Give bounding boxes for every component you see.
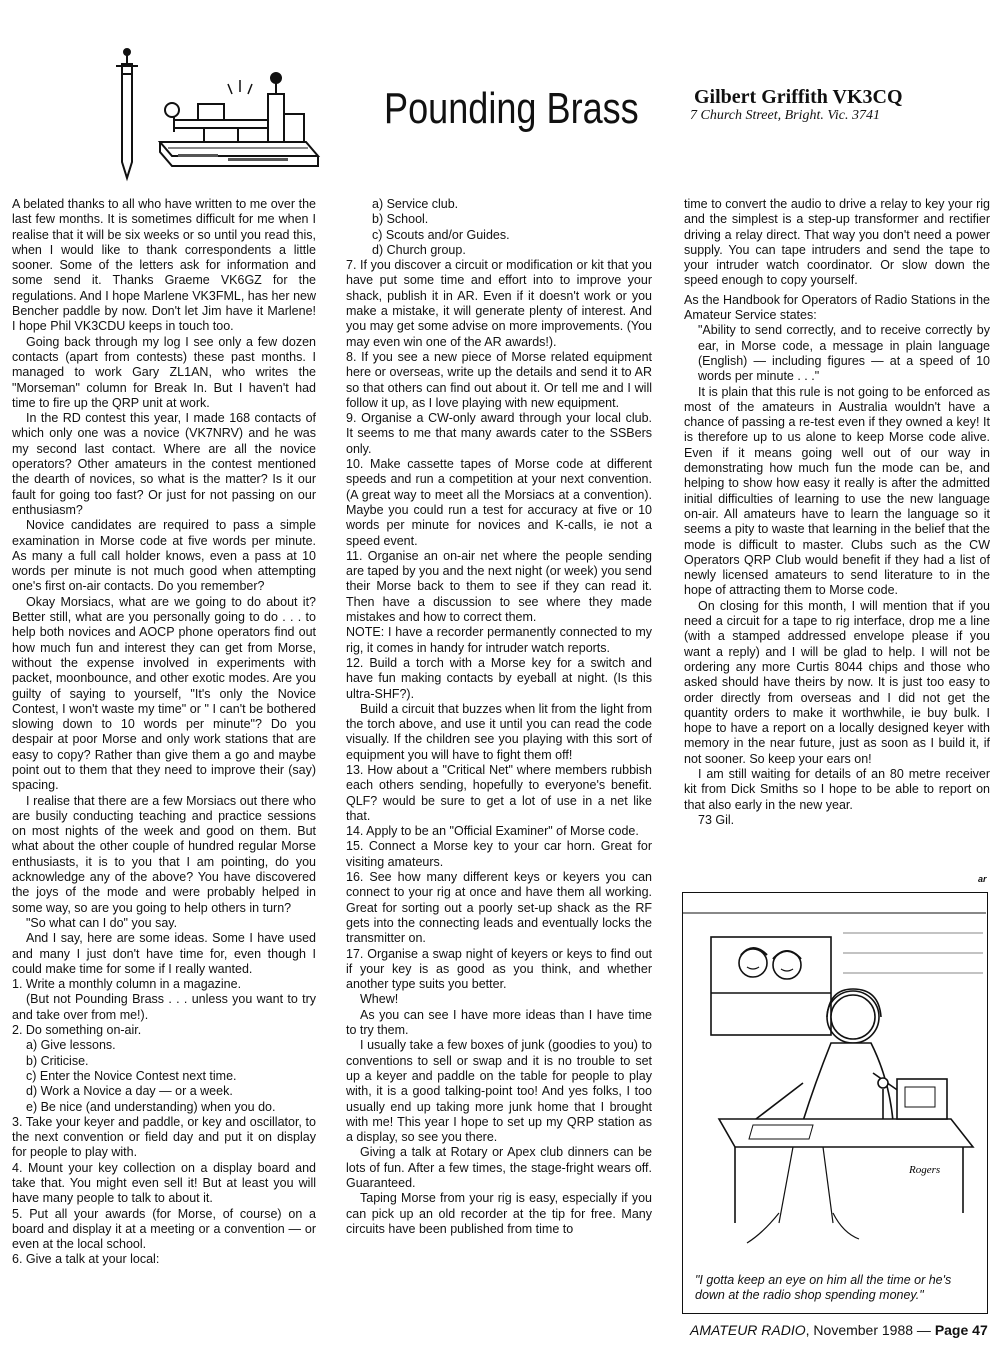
list-item: 8. If you see a new piece of Morse related equipment here or overseas, write up the details and send it to AR so that others can find out about it. Or tell me and I will follow it up, as I love playing with new equipment. <box>346 349 652 410</box>
list-item: (But not Pounding Brass . . . unless you want to try and take over from me!). <box>12 992 316 1022</box>
list-item: c) Scouts and/or Guides. <box>372 227 510 242</box>
paragraph: Going back through my log I see only a few dozen contacts (apart from contests) these past months. I managed to work Gary ZL1AN, who writes the "Morseman" column for Break In. But I haven't had time to fire up the QRP unit at work. <box>12 334 316 410</box>
page-footer <box>690 1322 988 1338</box>
paragraph: A belated thanks to all who have written to me over the last few months. It is sometimes difficult for me when I realise that it will be six weeks or so until you read this, when I would like to thank correspondents a little sooner. Some of the letters ask for information and some send it. Thanks Graeme VK6GZ for the regulations. And I hope Marlene VK3FML, has her new Bencher paddle by now. Don't let Jim have it Marlene! I hope Phil VK3CDU keeps in touch too. <box>12 197 316 334</box>
artist-signature: Rogers <box>909 1164 941 1176</box>
paragraph: Okay Morsiacs, what are we going to do about it? Better still, what are you personally going to do . . . to help both novices and AOCP phone operators find out how much fun and interest they can get from Morse, without the expense involved in experiments with packet, moonbounce, and other exotic modes. Are you guilty of saying to yourself, "It's only the Novice Contest, I won't waste my time" or " I can't be bothered slowing down to 10 words per minute"? Do you despair at poor Morse and only work stations that are easy to copy? Rather than give them a go and maybe point out to them that they need to improve their (say) spacing. <box>12 594 316 793</box>
column-1 <box>12 197 316 1268</box>
list-item: e) Be nice (and understanding) when you do. <box>26 1099 276 1114</box>
list-item: 11. Organise an on-air net where the people sending are taped by you and the next night (or week) you send their Morse back to them to see if they can read it. Then have a discussion to see where they made mistakes and how to correct them. <box>346 548 652 625</box>
paragraph: As you can see I have more ideas than I have time to try them. <box>346 1007 652 1038</box>
paragraph: Whew! <box>360 992 399 1007</box>
list-item: 12. Build a torch with a Morse key for a switch and have fun making contacts by eyeball at night. (Is this ultra-SHF?). <box>346 655 652 701</box>
sign-off: 73 Gil. <box>698 812 735 827</box>
list-item: 7. If you discover a circuit or modification or kit that you have put some time and effort into to improve your shack, publish it in AR. Even if it doesn't work or you make a mistake, it will generate plenty of interest. And you may get some advise on more improvements. (You may even win one of the AR awards!). <box>346 258 652 349</box>
paragraph: "So what can I do" you say. <box>26 915 178 930</box>
list-item: c) Enter the Novice Contest next time. <box>26 1068 237 1083</box>
list-item: 9. Organise a CW-only award through your local club. It seems to me that many awards cater to the SSBers only. <box>346 411 652 456</box>
paragraph: time to convert the audio to drive a relay to key your rig and the simplest is a step-up transformer and rectifier driving a relay direct. That way you don't need a power supply. You can tape intruders and send the tape to your intruder watch coordinator. Or slow down the speed enough to copy yourself. <box>684 197 990 288</box>
telegraph-key-logo <box>108 44 323 194</box>
list-item: b) School. <box>372 212 429 227</box>
paragraph: Giving a talk at Rotary or Apex club dinners can be lots of fun. After a few times, the stage-fright wears off. Guaranteed. <box>346 1145 652 1190</box>
column-2 <box>346 197 652 1237</box>
paragraph: And I say, here are some ideas. Some I have used and many I just don't have time for, even though I could make time for some if I really wanted. <box>12 931 316 976</box>
list-item: b) Criticise. <box>26 1053 89 1068</box>
end-mark: ar <box>978 874 987 884</box>
paragraph: I am still waiting for details of an 80 metre receiver kit from Dick Smiths so I hope to be able to report on that also early in the new year. <box>684 766 990 812</box>
list-item: 17. Organise a swap night of keyers or keys to find out if your key is as good as you think, and whether another type suits you better. <box>346 946 652 992</box>
list-item: 3. Take your keyer and paddle, or key and oscillator, to the next convention or field day and put it on display for people to play with. <box>12 1114 316 1160</box>
list-item: 5. Put all your awards (for Morse, of course) on a board and display it at a meeting or a convention — or even at the local school. <box>12 1206 316 1252</box>
list-item: d) Work a Novice a day — or a week. <box>26 1084 233 1099</box>
paragraph: Build a circuit that buzzes when lit from the light from the torch above, and use it until you can read the code visually. If the children see you playing with this sort of equipment you will have to fight them off! <box>346 701 652 762</box>
note: NOTE: I have a recorder permanently connected to my rig, it comes in handy for intruder watch reports. <box>346 625 652 655</box>
list-item: a) Give lessons. <box>26 1038 116 1053</box>
column-3 <box>684 197 990 828</box>
paragraph: Taping Morse from your rig is easy, especially if you can pick up an old recorder at the tip for free. Many circuits have been published from time to <box>346 1191 652 1236</box>
list-item: 16. See how many different keys or keyers you can connect to your rig at once and have them all working. Great for sorting out a poorly set-up shack as the RF gets into the connecting leads and eventually locks the transmitter on. <box>346 870 652 946</box>
page-title: Pounding Brass <box>384 84 639 133</box>
paragraph: As the Handbook for Operators of Radio Stations in the Amateur Service states: <box>684 292 990 323</box>
author-address: 7 Church Street, Bright. Vic. 3741 <box>690 108 881 123</box>
cartoon-caption: "I gotta keep an eye on him all the time or he's down at the radio shop spending money." <box>695 1273 952 1302</box>
list-item: 10. Make cassette tapes of Morse code at different speeds and run a competition at your next convention. (A great way to meet all the Morsiacs at a convention). Maybe you could run a test for accuracy at five or 10 words per minute for novices and K-calls, ie not a speed event. <box>346 457 652 548</box>
list-item: 1. Write a monthly column in a magazine. <box>12 977 242 992</box>
list-item: 2. Do something on-air. <box>12 1023 142 1038</box>
paragraph: It is plain that this rule is not going to be enforced as most of the amateurs in Australia wouldn't have a chance of passing a re-test even if they owned a key! It is therefore up to us alone to keep Morse code alive. Even if it means going well out of our way in demonstrating how much fun the mode can be, and helping to show how easy it really is after the admitted initial difficulties of learning to use the new language on-air. All amateurs have to learn the language so it seems a pity to waste that learning in the belief that the mode is difficult to master. Clubs such as the CW Operators QRP Club would benefit if they had a list of newly licensed amateurs to send literature to in the hope of attracting them to Morse code. <box>684 384 990 598</box>
list-item: 4. Mount your key collection on a display board and take that. You might even sell it! But at least you will have many people to talk to about it. <box>12 1160 316 1206</box>
paragraph: On closing for this month, I will mention that if you need a circuit for a tape to rig interface, drop me a line (with a stamped addressed envelope please if you want a reply) and I will be glad to help. I will not be ordering any more Curtis 8044 chips and those who asked should have theirs by now. It is just too easy to order directly from overseas and I did not get the quantity orders to make it worthwhile, ie buy bulk. I hope to have a report on a locally designed keyer with memory in the near future, just as soon as I build it, if not sooner. So keep your ears on! <box>684 598 990 766</box>
list-item: 14. Apply to be an "Official Examiner" of Morse code. <box>346 824 639 839</box>
list-item: 13. How about a "Critical Net" where members rubbish each others sending, hopefully to everyone's benefit. QLF? would be sure to get a lot of use in a net like that. <box>346 762 652 823</box>
magazine-name: AMATEUR RADIO <box>690 1322 806 1338</box>
paragraph: Novice candidates are required to pass a simple examination in Morse code at five words per minute. As many a full call holder knows, even a pass at 10 words per minute is not much good when attempting one's first on-air contacts. Do you remember? <box>12 518 316 594</box>
list-item: 15. Connect a Morse key to your car horn. Great for visiting amateurs. <box>346 839 652 869</box>
quotation: "Ability to send correctly, and to receive correctly by ear, in Morse code, a message in plain language (English) — including figures — at a speed of 10 words per minute . . ." <box>698 323 990 384</box>
page-number: Page 47 <box>934 1322 988 1338</box>
cartoon-drawing <box>683 893 986 1263</box>
list-item: a) Service club. <box>372 197 459 211</box>
list-item: 6. Give a talk at your local: <box>12 1252 160 1267</box>
paragraph: I usually take a few boxes of junk (goodies to you) to conventions to sell or swap and it is no trouble to set up a keyer and paddle on the table for people to play with, it is a good talking-point too! And yes folks, I too usually end up taking more junk home that I brought with me! This year I hope to set up my QRP station as a display, so see you there. <box>346 1038 652 1145</box>
list-item: d) Church group. <box>372 242 466 257</box>
cartoon-panel <box>682 892 988 1314</box>
author-name: Gilbert Griffith VK3CQ <box>694 86 903 108</box>
issue-date: , November 1988 — <box>805 1322 935 1338</box>
paragraph: In the RD contest this year, I made 168 contacts of which only one was a novice (VK7NRV) and he was my second last contact. Where are all the novice operators? Other amateurs in the contest mentioned the dearth of novices, so what is the matter? Is it our fault for going too fast? Or just for not passing on our enthusiasm? <box>12 411 316 517</box>
paragraph: I realise that there are a few Morsiacs out there who are busily conducting teaching and practice sessions on most nights of the week and good on them. But what about the other couple of hundred regular Morse enthusiasts, it is to you that I am pointing, do you acknowledge any of the above? You have discovered the joys of the mode and were probably helped in some way, so are you going to help others in turn? <box>12 793 316 915</box>
